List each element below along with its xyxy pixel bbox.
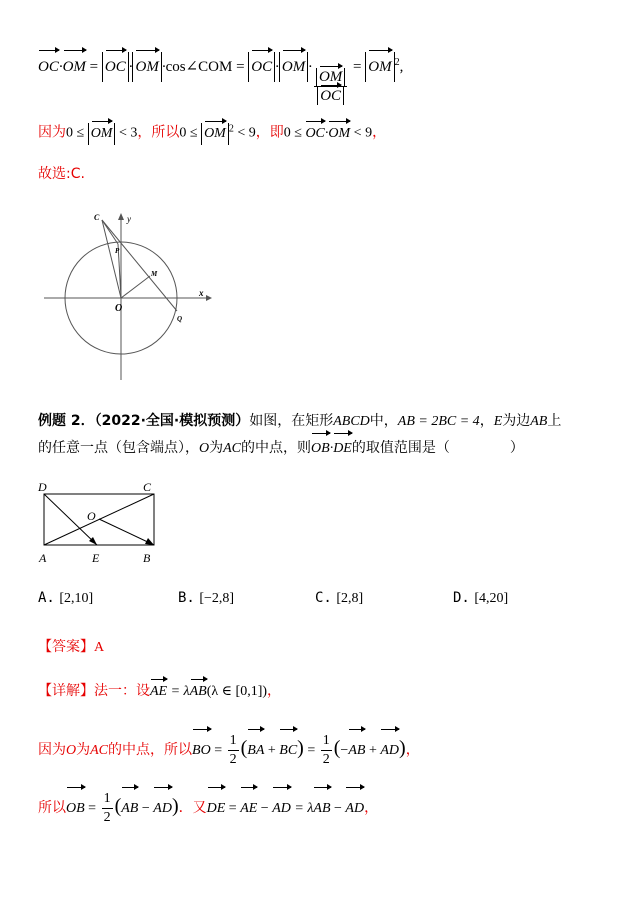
exponent-2b: 2 (228, 123, 234, 134)
ob-frac-den: 2 (103, 810, 111, 826)
ob-minus-2: − (257, 801, 273, 816)
q-rect-abcd: ABCD (333, 414, 370, 429)
bo-frac-num: 1 (228, 732, 239, 751)
bo-point-o: O (66, 743, 77, 758)
frac-num-om: OM (318, 69, 343, 85)
bo-eq-2: = (303, 743, 319, 758)
q-text-4: 为边 (502, 413, 531, 429)
label-c2: C (143, 480, 152, 494)
choice-b-label: B. (178, 590, 195, 606)
q-point-o: O (199, 441, 210, 456)
figure-circle-diagram (38, 208, 218, 383)
label-q: Q (177, 315, 183, 323)
q-text-6: 的任意一点（包含端点）， (38, 440, 199, 456)
vec-om-abs-3: OM (368, 52, 391, 82)
bo-eq-1: = (210, 743, 226, 758)
detail-eq-lambda: = λ (167, 684, 190, 699)
label-c: C (94, 213, 100, 222)
detail-line (38, 680, 281, 703)
label-e: E (92, 551, 100, 565)
vec-om-abs: OM (135, 52, 158, 82)
answer-tag: 【答案】 (38, 639, 94, 655)
label-d: D (38, 480, 47, 494)
choices-row (38, 590, 598, 614)
q-text-1: 如图，在矩形 (249, 413, 334, 429)
choice-c[interactable] (315, 590, 363, 607)
bo-segment-ac: AC (90, 743, 109, 758)
bo-plus-1: + (264, 743, 280, 758)
example-2-line-2: 的任意一点（包含端点），O为AC的中点，则OB·DE的取值范围是（ ） (38, 435, 608, 462)
text-comma: ， (372, 124, 387, 141)
example-source: （2022·全国·模拟预测） (94, 413, 250, 429)
choice-c-label: C. (315, 590, 332, 606)
text-because: 因为 (38, 124, 66, 141)
bo-because: 因为 (38, 742, 66, 758)
ob-vec-de: DE (207, 789, 226, 829)
bo-plus-2: + (365, 743, 381, 758)
bo-comma: ， (405, 742, 420, 758)
q-point-e: E (493, 414, 503, 429)
ineq-0-le-3: 0 ≤ (283, 125, 306, 141)
q-segment-ab: AB (530, 414, 548, 429)
bo-frac-half (228, 732, 239, 769)
conclusion-line: 故选:C. (38, 166, 85, 182)
ob-vec-ad: AD (153, 789, 172, 829)
segment-om (121, 276, 150, 298)
ineq-lt-9: < 9 (233, 125, 256, 141)
bo-vec-ba: BA (247, 731, 264, 771)
ob-minus-1: − (138, 801, 154, 816)
example-2-line-1 (38, 408, 608, 435)
q-segment-ac: AC (223, 441, 242, 456)
bo-frac-num-2: 1 (321, 732, 332, 751)
ineq-0-le: 0 ≤ (66, 125, 88, 141)
vec-oc-abs-2: OC (251, 52, 272, 82)
label-p: P (115, 247, 120, 255)
abs-om-2 (279, 52, 308, 82)
abs-om-3 (365, 52, 394, 82)
bo-frac-den-2: 2 (322, 752, 330, 768)
ob-again-text: ．又 (178, 800, 207, 816)
abs-om (132, 52, 161, 82)
ob-eq-1: = (84, 801, 100, 816)
bo-frac-half-2 (321, 732, 332, 769)
vec-om-ineq-3: OM (328, 123, 350, 145)
vec-oc-ineq: OC (305, 123, 324, 145)
arrow-b (145, 538, 154, 545)
label-m: M (151, 270, 158, 278)
ob-eq-lambda: = λ (290, 801, 314, 816)
vec-oc-abs: OC (105, 52, 126, 82)
abs-oc-2 (248, 52, 275, 82)
bo-line: 因为O为AC的中点，所以BO = $\frac{1}{2}$ (BA + BC) = $\frac{1}{2}$ (−AB + AD)， (38, 728, 420, 771)
label-y: y (127, 214, 131, 224)
choice-b[interactable] (178, 590, 234, 607)
label-x: x (199, 288, 204, 298)
detail-vec-ae: AE (150, 681, 167, 703)
choice-a-value: [2,10] (59, 591, 94, 606)
text-so: ，所以 (137, 124, 180, 141)
ob-frac-num: 1 (102, 790, 113, 809)
bo-vec-bo: BO (192, 731, 211, 771)
ob-minus-3: − (330, 801, 346, 816)
answer-value: A (94, 640, 105, 655)
abs-oc (102, 52, 129, 82)
ob-vec-ae: AE (240, 789, 257, 829)
q-condition: AB = 2BC = 4 (397, 414, 480, 429)
choice-c-value: [2,8] (336, 591, 364, 606)
x-axis-arrow (206, 295, 212, 301)
choice-a-label: A. (38, 590, 55, 606)
ob-vec-ad-2: AD (272, 789, 291, 829)
q-text-8: 的中点，则 (241, 440, 312, 456)
ob-vec-ab-2: AB (313, 789, 330, 829)
ineq-lt-3: < 3 (115, 125, 138, 141)
detail-comma: ， (267, 683, 282, 699)
label-o2: O (87, 509, 96, 523)
q-text-10: ） (509, 440, 524, 456)
q-text-5: 上 (547, 413, 562, 429)
choice-d[interactable] (453, 590, 508, 607)
ineq-lt-9b: < 9 (350, 125, 373, 141)
bo-neg: − (340, 743, 349, 758)
detail-lambda-range: (λ ∈ [0,1]) (206, 684, 268, 699)
q-vec-de: DE (333, 435, 352, 462)
frac-den-oc: OC (320, 88, 342, 104)
detail-method: 法一：设 (94, 683, 150, 699)
ob-vec-ad-3: AD (345, 789, 364, 829)
cos-angle: cos∠COM (165, 59, 233, 75)
exponent-2: 2 (394, 57, 400, 68)
y-axis-arrow (118, 213, 124, 220)
label-o: O (115, 303, 123, 314)
ineq-0-le-2: 0 ≤ (179, 125, 202, 141)
fraction-om-oc (314, 68, 347, 105)
q-text-7: 为 (209, 440, 224, 456)
vec-om-ineq-1: OM (91, 123, 113, 145)
q-text-2: 中， (369, 413, 398, 429)
vec-om-abs-2: OM (282, 52, 305, 82)
ob-line: 所以OB = $\frac{1}{2}$ (AB − AD)．又DE = AE − AD = λAB − AD， (38, 786, 378, 829)
example-title: 例题 2． (38, 413, 95, 429)
example-2-question (38, 408, 608, 462)
vec-oc: OC (38, 52, 59, 82)
ob-so: 所以 (38, 800, 66, 816)
label-b: B (143, 551, 151, 565)
bo-vec-bc: BC (279, 731, 297, 771)
answer-line (38, 636, 104, 656)
bo-midpoint-text: 的中点，所以 (108, 742, 193, 758)
ob-comma: ， (364, 800, 379, 816)
ob-vec-ab: AB (121, 789, 138, 829)
choice-d-label: D. (453, 590, 470, 606)
figure-rectangle-diagram (30, 478, 170, 570)
q-text-9: 的取值范围是（ (351, 440, 450, 456)
vec-om: OM (63, 52, 86, 82)
bo-vec-ad: AD (380, 731, 399, 771)
detail-tag: 【详解】 (38, 683, 94, 699)
choice-b-value: [−2,8] (199, 591, 235, 606)
choice-a[interactable] (38, 590, 93, 607)
label-a: A (39, 551, 47, 565)
ob-vec-ob: OB (66, 789, 85, 829)
segment-ob (99, 519, 154, 545)
bo-frac-den: 2 (229, 752, 237, 768)
bo-vec-ab: AB (348, 731, 365, 771)
ob-eq-2: = (225, 801, 241, 816)
q-vec-ob: OB (311, 435, 330, 462)
vec-om-ineq-2: OM (204, 123, 226, 145)
ob-frac-half (102, 790, 113, 827)
bo-is: 为 (76, 742, 91, 758)
detail-vec-ab: AB (190, 681, 207, 703)
text-thus: ，即 (255, 124, 284, 141)
formula-line-1: OC·OM = OC · OM ·cos∠COM = OC · OM · $\frac{OM}{OC}$ = OM $^2$, (38, 48, 403, 105)
q-text-3: ， (479, 413, 494, 429)
choice-d-value: [4,20] (474, 591, 509, 606)
formula-line-2: 因为0 ≤ OM < 3，所以0 ≤ OM $^2$ < 9，即0 ≤ OC·OM < 9， (38, 118, 386, 145)
